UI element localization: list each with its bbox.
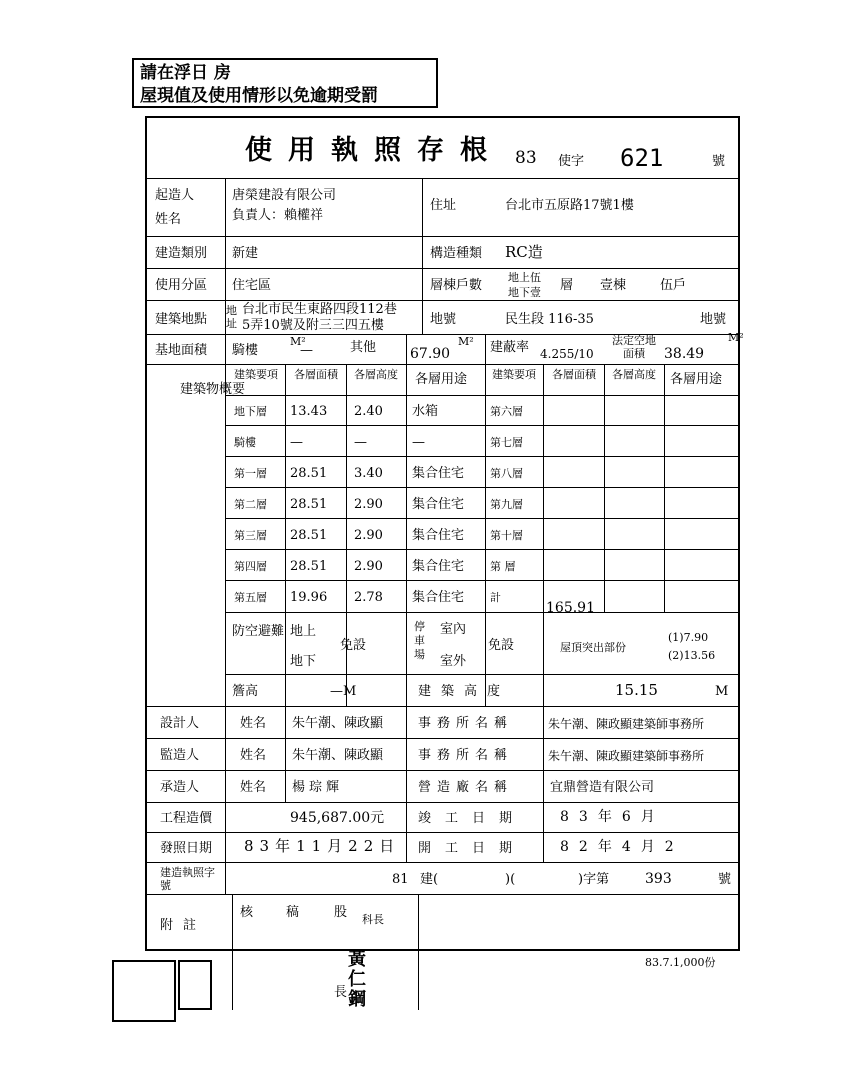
floor-name: 第 層: [490, 560, 516, 573]
signer-4: 長: [334, 985, 348, 1000]
roof-value-2: (2)13.56: [668, 649, 716, 662]
floor-use: 集合住宅: [412, 528, 465, 543]
civil-defense-above: 地上: [290, 624, 317, 639]
head-item-right: 建築要項: [492, 368, 536, 381]
contractor-label: 承造人: [160, 780, 200, 795]
other-label: 其他: [350, 340, 377, 355]
chief-title: 科長: [362, 913, 384, 926]
builder-address: 台北市五原路17號1樓: [505, 198, 634, 213]
supervisor-name: 朱午潮、陳政顯: [292, 748, 384, 763]
floor-name: 第一層: [234, 467, 267, 480]
official-seal: [178, 960, 212, 1010]
floors-units: 伍戶: [660, 278, 687, 293]
contractor-name-label: 姓名: [240, 780, 267, 795]
head-height-left: 各層高度: [354, 368, 398, 381]
site-area-label: 基地面積: [155, 343, 208, 358]
open-space-value: 38.49: [664, 346, 705, 362]
contractor-firm: 宜鼎營造有限公司: [550, 780, 655, 795]
supervisor-office-label: 事務所名稱: [418, 748, 514, 763]
row-divider: [145, 364, 740, 365]
building-height-value: 15.15: [615, 681, 658, 699]
floor-area: 28.51: [290, 497, 328, 512]
floor-use: 水箱: [412, 404, 439, 419]
parking-outdoor: 室外: [440, 654, 467, 669]
open-space-label: 法定空地面積: [612, 334, 656, 360]
floor-name: 第十層: [490, 529, 523, 542]
roof-label: 屋頂突出部份: [560, 641, 626, 654]
floor-name: 第八層: [490, 467, 523, 480]
building-height-label: 建築高度: [418, 684, 511, 699]
head-area-right: 各層面積: [552, 368, 596, 381]
designer-name-label: 姓名: [240, 716, 267, 731]
head-area-left: 各層面積: [294, 368, 338, 381]
official-seal: [112, 960, 176, 1022]
floor-area: —: [290, 435, 303, 450]
row-divider: [225, 549, 740, 550]
contractor-firm-label: 營造廠名稱: [418, 780, 514, 795]
floor-use: 集合住宅: [412, 497, 465, 512]
row-divider: [145, 300, 740, 301]
structure-value: RC造: [505, 243, 543, 261]
head-use-left: 各層用途: [415, 372, 468, 387]
col-divider: [604, 364, 605, 612]
permit-number: 621: [620, 144, 664, 172]
floor-use: 集合住宅: [412, 559, 465, 574]
eave-value: —M: [330, 684, 357, 699]
open-space-unit: M²: [728, 331, 744, 344]
row-divider: [145, 178, 740, 179]
building-height-unit: M: [715, 684, 729, 699]
row-divider: [225, 518, 740, 519]
start-date-value: 82年4月2: [560, 839, 684, 855]
row-divider: [225, 487, 740, 488]
build-permit-label: 建造執照字號: [160, 866, 215, 892]
zone-value: 住宅區: [232, 278, 272, 293]
floors-below: 地下壹: [508, 286, 541, 299]
floor-name: 計: [490, 591, 501, 604]
floors-buildings: 壹棟: [600, 278, 627, 293]
build-permit-number: 393: [645, 871, 672, 887]
parking-label: 停車場: [414, 620, 425, 661]
head-item-left: 建築要項: [234, 368, 278, 381]
floor-area: 13.43: [290, 404, 328, 419]
builder-representative: 負責人：賴權祥: [232, 208, 324, 223]
row-divider: [225, 456, 740, 457]
floor-height: 2.40: [354, 404, 383, 419]
col-divider: [346, 364, 347, 706]
permit-year: 83: [515, 148, 537, 168]
floor-height: 2.90: [354, 528, 383, 543]
roof-value-1: (1)7.90: [668, 631, 709, 644]
row-divider: [145, 770, 740, 771]
supervisor-office: 朱午潮、陳政顯建築師事務所: [548, 749, 705, 763]
lot-value: 民生段 116-35: [505, 312, 594, 327]
designer-office: 朱午潮、陳政顯建築師事務所: [548, 717, 705, 731]
floor-name: 第五層: [234, 591, 267, 604]
row-divider: [145, 738, 740, 739]
signer-3: 股: [334, 905, 348, 920]
civil-defense-label: 防空避難: [232, 624, 285, 639]
cost-value: 945,687.00元: [290, 810, 385, 826]
lot-suffix: 地號: [700, 312, 727, 327]
floor-area: 28.51: [290, 528, 328, 543]
issue-date-value: 83年11月22日: [244, 837, 401, 855]
name-label: 姓名: [155, 212, 182, 227]
floor-area: 28.51: [290, 466, 328, 481]
col-divider: [543, 706, 544, 862]
row-divider: [145, 706, 740, 707]
build-type-value: 新建: [232, 246, 259, 261]
build-permit-year: 81: [392, 872, 409, 887]
eave-label: 簷高: [232, 684, 259, 699]
other-value: 67.90: [410, 346, 451, 362]
floor-name: 第七層: [490, 436, 523, 449]
col-divider: [232, 894, 233, 1010]
floor-name: 騎樓: [234, 436, 256, 449]
site-label: 建築地點: [155, 312, 208, 327]
floor-name: 第四層: [234, 560, 267, 573]
floor-area: 19.96: [290, 590, 328, 605]
supervisor-label: 監造人: [160, 748, 200, 763]
floor-height: 2.78: [354, 590, 383, 605]
row-divider: [225, 612, 740, 613]
arcade-value: —: [300, 343, 313, 358]
floor-height: 2.90: [354, 497, 383, 512]
floor-use: —: [412, 435, 425, 450]
col-divider: [664, 364, 665, 612]
civil-defense-below: 地下: [290, 654, 317, 669]
contractor-name: 楊琮輝: [292, 780, 344, 795]
head-use-right: 各層用途: [670, 372, 723, 387]
floor-name: 第二層: [234, 498, 267, 511]
col-divider: [422, 178, 423, 334]
notes-label: 附註: [160, 918, 207, 933]
row-divider: [225, 674, 740, 675]
row-divider: [225, 580, 740, 581]
zone-label: 使用分區: [155, 278, 208, 293]
signer-1: 核: [240, 905, 254, 920]
start-date-label: 開工日期: [418, 841, 527, 856]
cost-label: 工程造價: [160, 811, 213, 826]
issue-date-label: 發照日期: [160, 841, 213, 856]
build-type-label: 建造類別: [155, 246, 208, 261]
col-divider: [543, 364, 544, 706]
site-addr-prefix: 地址: [226, 304, 237, 330]
col-divider: [485, 334, 486, 706]
arcade-label: 騎樓: [232, 343, 259, 358]
floor-name: 第九層: [490, 498, 523, 511]
col-divider: [406, 334, 407, 862]
permit-suffix: 號: [712, 154, 726, 169]
completion-label: 竣工日期: [418, 811, 527, 826]
row-divider: [145, 894, 740, 895]
structure-label: 構造種類: [430, 246, 483, 261]
signer-2: 稿: [286, 905, 300, 920]
row-divider: [145, 832, 740, 833]
floor-height: —: [354, 435, 367, 450]
build-permit-word-3: )字第: [578, 872, 610, 887]
build-permit-word-1: 建(: [420, 872, 439, 887]
row-divider: [145, 802, 740, 803]
chief-signature: 黃仁鋼: [348, 949, 366, 1010]
page-title: 使用執照存根: [245, 135, 503, 166]
permit-word: 使字: [558, 154, 585, 169]
builder-label: 起造人: [155, 188, 195, 203]
site-address-line-1: 台北市民生東路四段112巷: [242, 302, 397, 317]
build-permit-suffix: 號: [718, 872, 732, 887]
floor-height: 2.90: [354, 559, 383, 574]
row-divider: [225, 425, 740, 426]
print-note: 83.7.1,000份: [645, 956, 716, 969]
reminder-line-1: 請在浮日 房: [140, 63, 231, 83]
row-divider: [145, 268, 740, 269]
completion-value: 83年6月: [560, 809, 665, 825]
reminder-line-2: 屋現值及使用情形以免逾期受罰: [140, 86, 378, 106]
parking-value: 免設: [488, 638, 515, 653]
floors-mid: 層: [560, 278, 574, 293]
row-divider: [225, 395, 740, 396]
arcade-unit: M²: [290, 335, 306, 348]
col-divider: [225, 178, 226, 894]
col-divider: [285, 364, 286, 706]
floors-above: 地上伍: [508, 271, 541, 284]
supervisor-name-label: 姓名: [240, 748, 267, 763]
head-height-right: 各層高度: [612, 368, 656, 381]
floor-height: 3.40: [354, 466, 383, 481]
site-address-line-2: 5弄10號及附三三四五樓: [242, 318, 384, 333]
lot-label: 地號: [430, 312, 457, 327]
other-unit: M²: [458, 335, 474, 348]
designer-office-label: 事務所名稱: [418, 716, 514, 731]
floor-area: 28.51: [290, 559, 328, 574]
civil-defense-value: 免設: [340, 638, 367, 653]
address-label: 住址: [430, 198, 457, 213]
summary-label: 建築物概要: [180, 382, 246, 397]
col-divider: [418, 894, 419, 1010]
builder-company: 唐榮建設有限公司: [232, 188, 337, 203]
floor-name: 第六層: [490, 405, 523, 418]
build-permit-word-2: )(: [505, 872, 516, 887]
row-divider: [145, 236, 740, 237]
coverage-label: 建蔽率: [490, 340, 530, 355]
row-divider: [145, 862, 740, 863]
parking-indoor: 室內: [440, 622, 467, 637]
col-divider: [285, 706, 286, 802]
designer-label: 設計人: [160, 716, 200, 731]
floor-use: 集合住宅: [412, 590, 465, 605]
floor-name: 第三層: [234, 529, 267, 542]
designer-name: 朱午潮、陳政顯: [292, 716, 384, 731]
floors-label: 層棟戶數: [430, 278, 483, 293]
total-area: 165.91: [546, 600, 595, 616]
reminder-stamp: [132, 58, 438, 108]
floor-use: 集合住宅: [412, 466, 465, 481]
floor-name: 地下層: [234, 405, 267, 418]
coverage-value: 4.255/10: [540, 347, 594, 361]
